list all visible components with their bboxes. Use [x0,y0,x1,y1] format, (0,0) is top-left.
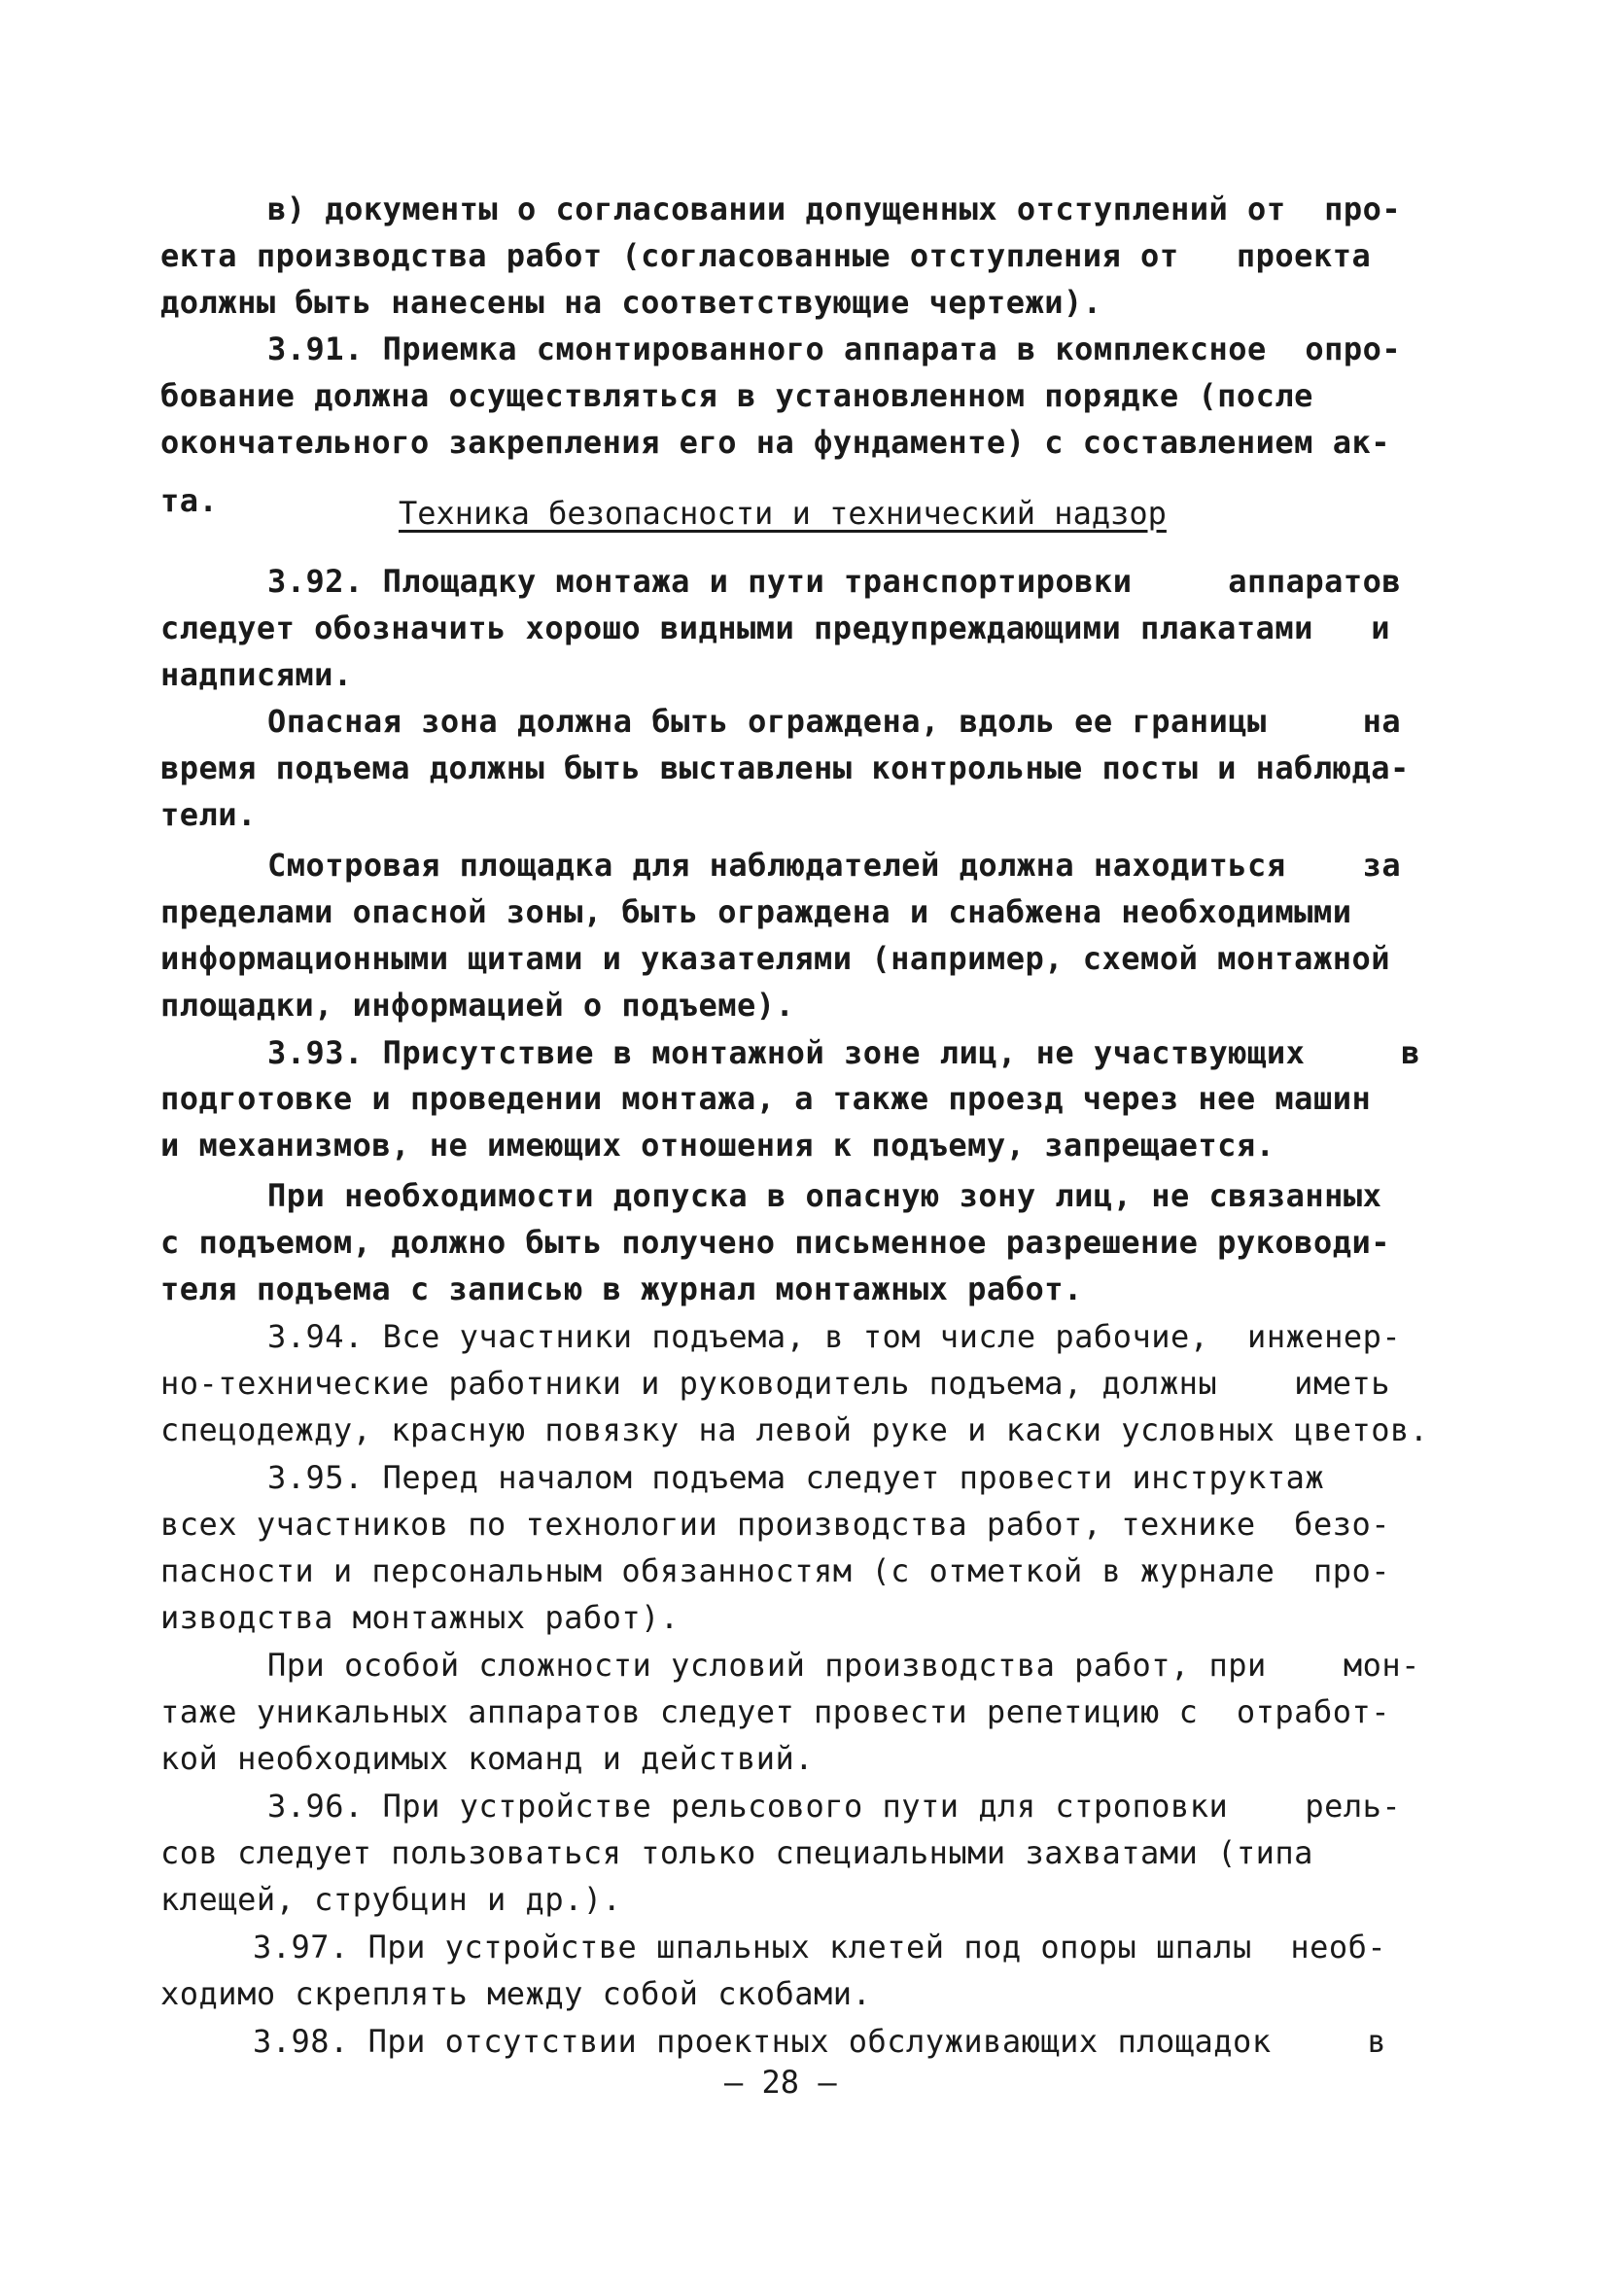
text-line: екта производства работ (согласованные отступления от проекта [160,237,1372,274]
text-line: ходимо скреплять между собой скобами. [160,1975,872,2012]
text-line: кой необходимых команд и действий. [160,1740,815,1777]
text-line: та. [160,482,219,519]
text-line: Опасная зона должна быть ограждена, вдоль ее границы на [267,703,1402,740]
text-line: информационными щитами и указателями (например, схемой монтажной [160,940,1390,977]
text-line: При особой сложности условий производства работ, при мон- [267,1647,1420,1684]
text-line: 3.93. Присутствие в монтажной зоне лиц, не участвующих в [267,1034,1420,1071]
text-line: пределами опасной зоны, быть ограждена и снабжена необходимыми [160,893,1352,930]
text-line: следует обозначить хорошо видными предупреждающими плакатами и [160,609,1390,646]
text-line: клещей, струбцин и др.). [160,1881,622,1918]
text-line: тели. [160,796,257,833]
text-line: таже уникальных аппаратов следует провести репетицию с отработ- [160,1693,1390,1730]
text-line: подготовке и проведении монтажа, а также проезд через нее машин [160,1080,1372,1117]
text-line: 3.91. Приемка смонтированного аппарата в комплексное опро- [267,330,1402,367]
text-line: 3.95. Перед началом подъема следует провести инструктаж [267,1459,1325,1496]
text-line: бование должна осуществляться в установленном порядке (после [160,377,1313,414]
text-line: время подъема должны быть выставлены контрольные посты и наблюда- [160,749,1410,786]
text-line: но-технические работники и руководитель подъема, должны иметь [160,1365,1390,1402]
text-line: всех участников по технологии производства работ, технике безо- [160,1506,1390,1543]
text-line: 3.98. При отсутствии проектных обслуживающих площадок в [253,2023,1387,2060]
text-line: пасности и персональным обязанностям (с отметкой в журнале про- [160,1552,1390,1589]
text-line: 3.92. Площадку монтажа и пути транспортировки аппаратов [267,563,1402,600]
text-line: Смотровая площадка для наблюдателей должна находиться за [267,847,1402,884]
text-line: с подъемом, должно быть получено письменное разрешение руководи- [160,1224,1390,1261]
text-line: окончательного закрепления его на фундаменте) с составлением ак- [160,424,1390,461]
text-line: в) документы о согласовании допущенных отступлений от про- [267,191,1402,227]
text-line: 3.96. При устройстве рельсового пути для строповки рель- [267,1788,1402,1825]
text-line: площадки, информацией о подъеме). [160,987,795,1024]
text-line: 3.94. Все участники подъема, в том числе рабочие, инженер- [267,1318,1402,1355]
text-line: надписями. [160,656,353,693]
text-line: При необходимости допуска в опасную зону лиц, не связанных [267,1177,1382,1214]
text-line: должны быть нанесены на соответствующие чертежи). [160,284,1102,321]
section-heading: Техника безопасности и технический надзор [399,495,1167,532]
text-line: сов следует пользоваться только специальными захватами (типа [160,1834,1313,1871]
text-line: изводства монтажных работ). [160,1599,680,1636]
text-line: спецодежду, красную повязку на левой руке и каски условных цветов. [160,1411,1429,1448]
text-line: 3.97. При устройстве шпальных клетей под опоры шпалы необ- [253,1929,1387,1966]
text-line: и механизмов, не имеющих отношения к подъему, запрещается. [160,1127,1275,1164]
page-number: – 28 – [724,2064,837,2101]
text-line: теля подъема с записью в журнал монтажных работ. [160,1270,1083,1307]
